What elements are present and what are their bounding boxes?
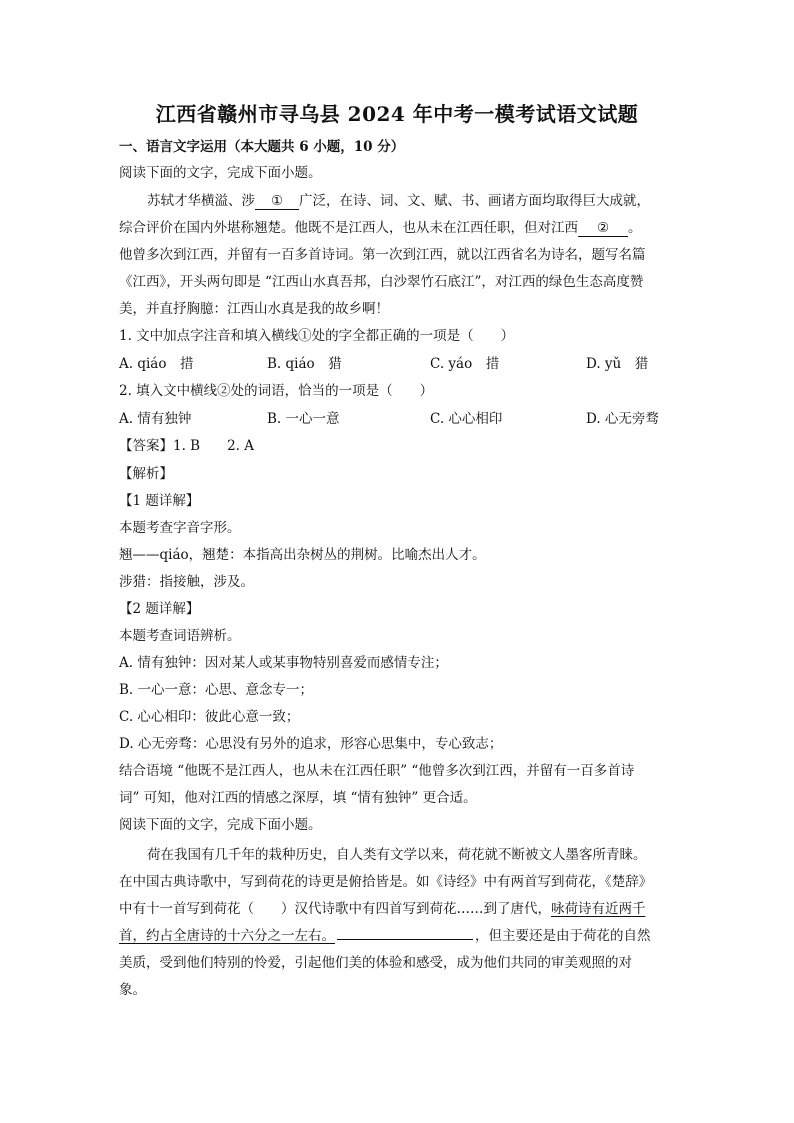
detail-1-heading: 【1 题详解】 [119, 493, 200, 509]
answer-line: 【答案】1. B 2. A [119, 438, 255, 454]
section-heading: 一、语言文字运用（本大题共 6 小题，10 分） [119, 139, 405, 155]
detail-2-line: B. 一心一意：心思、意念专一； [119, 682, 314, 698]
analysis-heading: 【解析】 [119, 466, 173, 482]
reading-instruction-2: 阅读下面的文字，完成下面小题。 [119, 817, 322, 833]
q1-option-a: A. qiáo 措 [119, 356, 194, 372]
passage2-line-6: 象。 [119, 982, 146, 998]
underlined-sentence: 首，约占全唐诗的十六分之一左右。 [119, 928, 335, 944]
passage1-line-5: 美，并直抒胸臆：江西山水真是我的故乡啊！ [119, 301, 389, 317]
detail-2-line: 词” 可知，他对江西的情感之深厚，填 “情有独钟” 更合适。 [119, 790, 477, 806]
passage2-line-4 [119, 926, 651, 946]
q2-option-b: B. 一心一意 [267, 411, 340, 427]
detail-1-line: 涉猎：指接触，涉及。 [119, 574, 254, 590]
detail-2-line: C. 心心相印：彼此心意一致； [119, 709, 300, 725]
passage1-text: 苏轼才华横溢、涉 [147, 193, 255, 209]
question-1-stem: 1. 文中加点字注音和填入横线①处的字全都正确的一项是（ ） [119, 328, 515, 344]
passage2-line-1: 荷在我国有几千年的栽种历史，自人类有文学以来，荷花就不断被文人墨客所青睐。 [147, 847, 647, 863]
blank-2: ② [578, 220, 628, 237]
passage2-line-5: 美质，受到他们特别的怜爱，引起他们美的体验和感受，成为他们共同的审美观照的对 [119, 955, 632, 971]
passage1-text: 。 [628, 220, 642, 236]
fill-blank [337, 939, 473, 940]
blank-1: ① [255, 193, 299, 210]
q1-option-b: B. qiáo 猎 [267, 356, 342, 372]
q2-option-a: A. 情有独钟 [119, 411, 192, 427]
passage1-line-4: 《江西》，开头两句即是 “江西山水真吾邦，白沙翠竹石底江”，对江西的绿色生态高度赞 [119, 274, 644, 290]
passage1-text: 综合评价在国内外堪称翘楚。他既不是江西人，也从未在江西任职，但对江西 [119, 220, 578, 236]
q2-option-d: D. 心无旁骛 [586, 411, 659, 427]
detail-2-line: A. 情有独钟：因对某人或某事物特别喜爱而感情专注； [119, 655, 448, 671]
passage2-line-3 [119, 899, 646, 919]
passage2-text: 中有十一首写到荷花（ ）汉代诗歌中有四首写到荷花……到了唐代， [119, 901, 551, 917]
passage1-line-3: 他曾多次到江西，并留有一百多首诗词。第一次到江西，就以江西省名为诗名，题写名篇 [119, 247, 646, 263]
q1-option-c: C. yáo 措 [430, 356, 500, 372]
page-title: 江西省赣州市寻乌县 2024 年中考一模考试语文试题 [155, 102, 639, 126]
passage2-text: ，但主要还是由于荷花的自然 [475, 928, 651, 944]
passage1-text: 广泛，在诗、词、文、赋、书、画诸方面均取得巨大成就， [299, 193, 650, 209]
passage2-line-2: 在中国古典诗歌中，写到荷花的诗更是俯拾皆是。如《诗经》中有两首写到荷花，《楚辞》 [119, 874, 653, 890]
q1-option-d: D. yǔ 猎 [586, 356, 649, 372]
detail-1-line: 本题考查字音字形。 [119, 520, 241, 536]
q2-option-c: C. 心心相印 [430, 411, 503, 427]
passage1-line-1 [147, 191, 650, 211]
detail-2-heading: 【2 题详解】 [119, 601, 200, 617]
reading-instruction-1: 阅读下面的文字，完成下面小题。 [119, 165, 322, 181]
detail-2-line: D. 心无旁骛：心思没有另外的追求，形容心思集中，专心致志； [119, 736, 503, 752]
underlined-sentence: 咏荷诗有近两千 [551, 901, 646, 917]
detail-2-line: 本题考查词语辨析。 [119, 628, 241, 644]
detail-1-line: 翘——qiáo，翘楚：本指高出杂树丛的荆树。比喻杰出人才。 [119, 547, 486, 563]
question-2-stem: 2. 填入文中横线②处的词语，恰当的一项是（ ） [119, 383, 434, 399]
passage1-line-2 [119, 218, 642, 238]
detail-2-line: 结合语境 “他既不是江西人，也从未在江西任职” “他曾多次到江西，并留有一百多首诗 [119, 763, 635, 779]
